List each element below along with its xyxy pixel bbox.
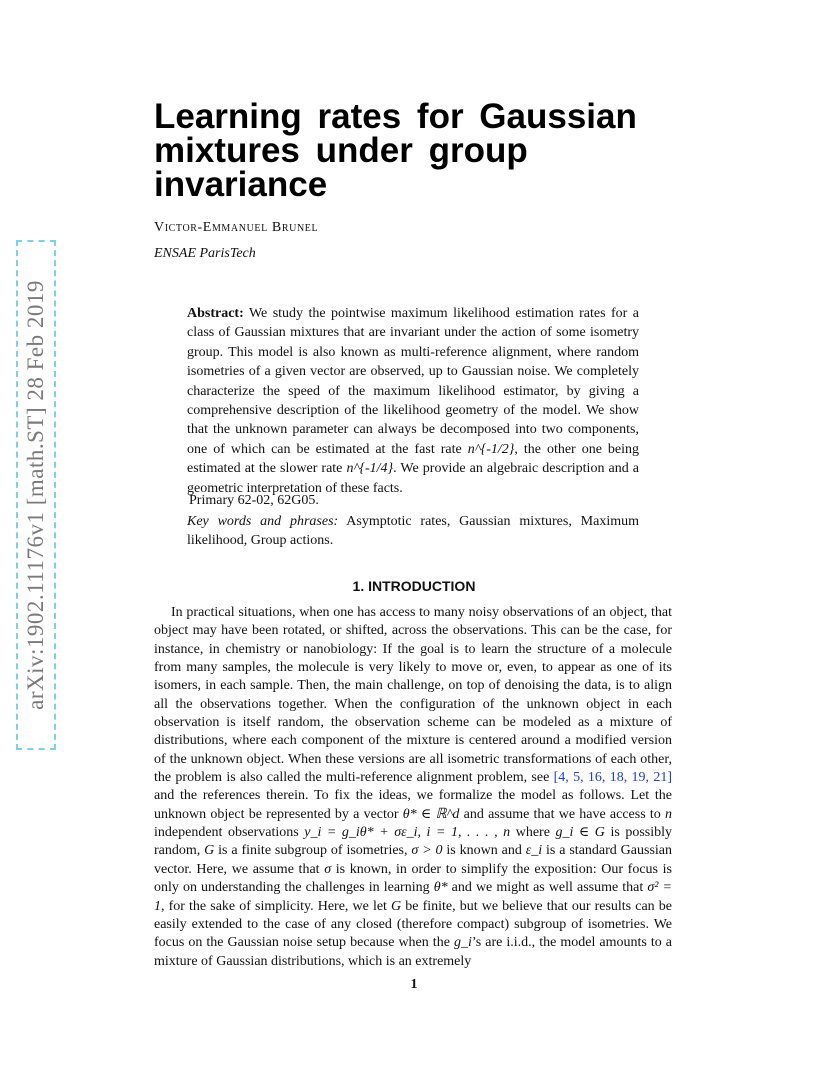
intro-text: is a finite subgroup of isometries,	[214, 843, 412, 859]
keywords	[187, 512, 639, 551]
intro-text: where	[510, 825, 556, 841]
math-expr: n	[665, 806, 672, 822]
math-expr: g_i	[453, 935, 472, 951]
intro-text: , for the sake of simplicity. Here, we let	[161, 898, 392, 914]
math-expr: y_i = g_iθ* + σε_i, i = 1, . . . , n	[304, 825, 511, 841]
citation-links[interactable]: [4, 5, 16, 18, 19, 21]	[553, 770, 673, 786]
intro-text: and the references therein. To fix the ideas, we formalize the model as follows. Let the unknown object be represented by a vector	[154, 788, 672, 822]
abstract	[187, 304, 639, 498]
intro-text: is known and	[442, 843, 526, 859]
intro-text: is known, in order to simplify the exposition: Our focus is only on understanding the challenges in learning	[154, 861, 672, 896]
abstract-label: Abstract:	[187, 306, 244, 321]
arxiv-id: arXiv:1902.11176v1 [math.ST] 28 Feb 2019	[23, 280, 48, 710]
abstract-text-3: . We provide an algebraic description and a geometric interpretation of these facts.	[187, 461, 639, 496]
intro-text: and assume that we have access to	[459, 806, 665, 822]
paper-title: Learning rates for Gaussian mixtures under group invariance	[154, 97, 637, 204]
intro-text: independent observations	[154, 825, 305, 841]
math-expr: θ* ∈ ℝ^d	[402, 806, 460, 822]
rate-fast: n^{-1/2}	[467, 441, 515, 457]
math-expr: σ² = 1	[154, 880, 672, 914]
intro-text: is a standard Gaussian vector. Here, we assume that	[154, 843, 673, 877]
arxiv-stamp	[16, 240, 56, 750]
keywords-label: Key words and phrases:	[187, 514, 339, 529]
math-expr: θ*	[433, 880, 448, 896]
math-expr: G	[391, 898, 402, 914]
math-expr: g_i ∈ G	[555, 825, 605, 841]
intro-text: In practical situations, when one has access to many noisy observations of an object, that object may have been rotated, or shifted, across the observations. This can be the case, for instance, in chemistry or nanobiology: If the goal is to learn the structure of a molecule from many samples, the molecule is very likely to move or, even, to appear as one of its isomers, in each sample. Then, the main challenge, on top of denoising the data, is to align all the observations together. When the configuration of the unknown object in each observation is itself random, the observation scheme can be modeled as a mixture of distributions, where each component of the mixture is centered around a modified version of the unknown object. When these versions are all isometric transformations of each other, the problem is also called the multi-reference alignment problem, see	[154, 605, 672, 786]
abstract-text-1: We study the pointwise maximum likelihood estimation rates for a class of Gaussian mixtures that are invariant under the action of some isometry group. This model is also known as multi-reference alignment, where random isometries of a given vector are observed, up to Gaussian noise. We completely characterize the speed of the maximum likelihood estimator, by giving a comprehensive description of the likelihood geometry of the model. We show that the unknown parameter can always be decomposed into two components, one of which can be estimated at the fast rate	[187, 306, 639, 457]
math-expr: σ	[324, 861, 332, 877]
math-expr: G	[204, 843, 215, 859]
intro-paragraph	[154, 604, 672, 971]
math-expr: ε_i	[525, 843, 543, 859]
rate-slow: n^{-1/4}	[346, 461, 394, 477]
abstract-text-2: , the other one being estimated at the slower rate	[187, 441, 640, 477]
msc-classification: Primary 62-02, 62G05.	[189, 493, 319, 508]
keywords-text: Asymptotic rates, Gaussian mixtures, Maximum likelihood, Group actions.	[187, 514, 639, 549]
intro-text: and we might as well assume that	[447, 880, 648, 896]
intro-text: be finite, but we believe that our results can be easily extended to the case of any closed (therefore compact) subgroup of isometries. We focus on the Gaussian noise setup because when the	[154, 898, 672, 951]
page-number: 1	[410, 977, 418, 992]
math-expr: σ > 0	[411, 843, 443, 859]
intro-text: is possibly random,	[154, 825, 672, 859]
author-affiliation: ENSAE ParisTech	[154, 246, 256, 261]
author-name: Victor-Emmanuel Brunel	[154, 220, 319, 235]
intro-text: ’s are i.i.d., the model amounts to a mixture of Gaussian distributions, which is an extremely	[154, 935, 672, 969]
section-heading: 1. INTRODUCTION	[352, 578, 476, 594]
